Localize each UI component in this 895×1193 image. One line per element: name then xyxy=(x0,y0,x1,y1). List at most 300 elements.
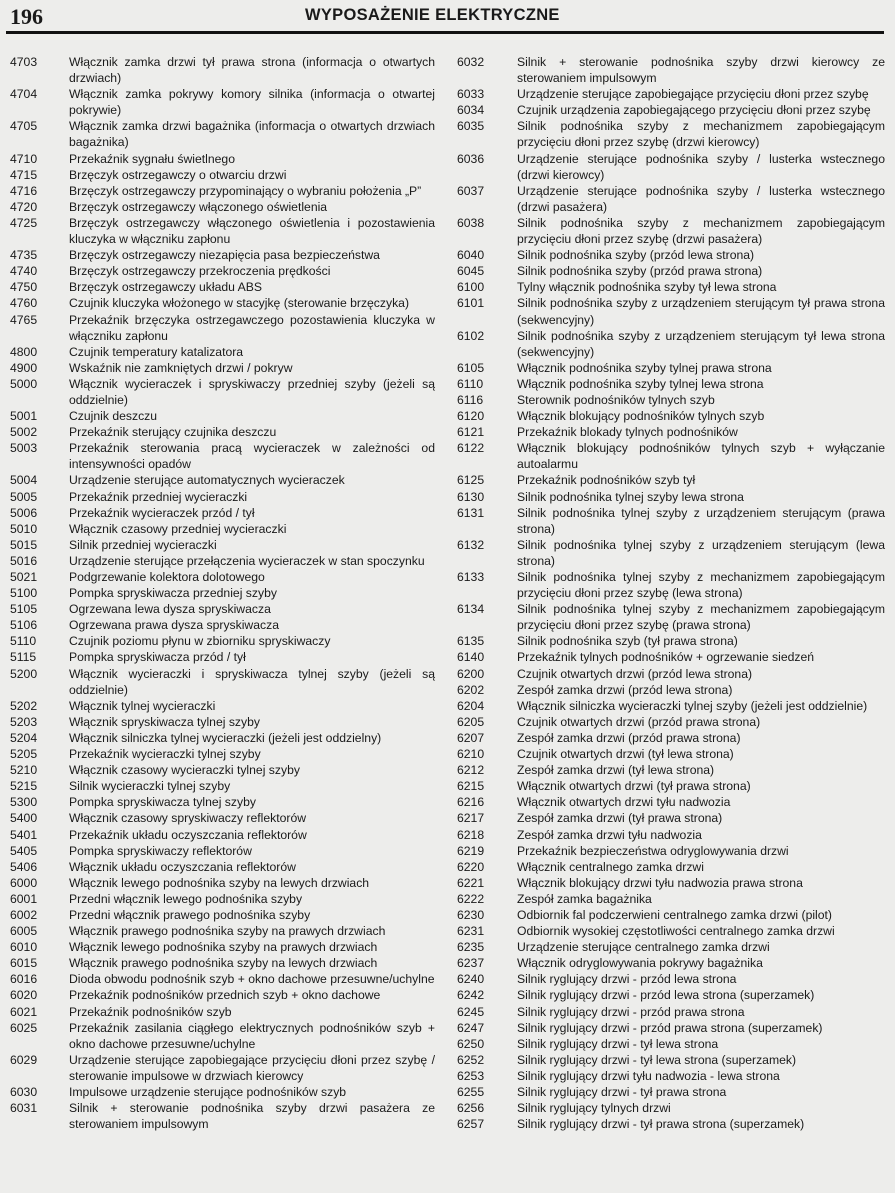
component-description: Włącznik czasowy wycieraczki tylnej szyby xyxy=(69,763,300,778)
component-description: Włącznik zamka drzwi bagażnika (informacja o otwartych drzwiach bagażnika) xyxy=(69,119,435,150)
component-code: 6215 xyxy=(457,779,485,794)
component-entry xyxy=(10,489,435,505)
component-entry xyxy=(10,907,435,923)
component-code: 6020 xyxy=(10,988,38,1003)
component-description: Przekaźnik wycieraczki tylnej szyby xyxy=(69,747,261,762)
component-description: Czujnik deszczu xyxy=(69,409,158,424)
component-description: Silnik + sterowanie podnośnika szyby drzwi kierowcy ze sterowaniem impulsowym xyxy=(517,55,885,86)
component-code: 6132 xyxy=(457,537,485,552)
component-code: 6038 xyxy=(457,215,485,230)
component-code: 6207 xyxy=(457,730,485,745)
component-entry xyxy=(457,1004,885,1020)
component-entry xyxy=(10,827,435,843)
component-description: Silnik podnośnika tylnej szyby lewa strona xyxy=(517,489,744,504)
component-description: Silnik + sterowanie podnośnika szyby drzwi pasażera ze sterowaniem impulsowym xyxy=(69,1101,435,1132)
right-column xyxy=(457,54,885,1132)
component-code: 5001 xyxy=(10,409,38,424)
component-entry xyxy=(457,843,885,859)
component-code: 6134 xyxy=(457,602,485,617)
component-entry xyxy=(10,1052,435,1084)
component-description: Włącznik silniczka wycieraczki tylnej szyby (jeżeli jest oddzielnie) xyxy=(517,698,868,713)
component-code: 6200 xyxy=(457,666,485,681)
component-entry xyxy=(457,360,885,376)
component-entry xyxy=(10,714,435,730)
component-entry xyxy=(457,1052,885,1068)
component-code: 5110 xyxy=(10,634,37,649)
component-code: 6250 xyxy=(457,1036,485,1051)
component-description: Pompka spryskiwacza przedniej szyby xyxy=(69,586,277,601)
component-code: 6035 xyxy=(457,119,485,134)
component-description: Włącznik układu oczyszczania reflektorów xyxy=(69,859,296,874)
component-description: Włącznik tylnej wycieraczki xyxy=(69,698,216,713)
component-description: Przedni włącznik prawego podnośnika szyby xyxy=(69,907,311,922)
component-description: Silnik ryglujący drzwi tyłu nadwozia - lewa strona xyxy=(517,1068,780,1083)
component-description: Wskaźnik nie zamkniętych drzwi / pokryw xyxy=(69,360,293,375)
component-code: 5204 xyxy=(10,730,38,745)
component-code: 6125 xyxy=(457,473,485,488)
component-description: Ogrzewana prawa dysza spryskiwacza xyxy=(69,618,279,633)
component-description: Przekaźnik sterujący czujnika deszczu xyxy=(69,425,277,440)
component-description: Włącznik centralnego zamka drzwi xyxy=(517,859,704,874)
component-description: Przekaźnik wycieraczek przód / tył xyxy=(69,505,255,520)
component-entry xyxy=(457,859,885,875)
component-entry xyxy=(457,295,885,327)
component-entry xyxy=(10,601,435,617)
component-description: Przekaźnik tylnych podnośników + ogrzewanie siedzeń xyxy=(517,650,815,665)
component-code: 6242 xyxy=(457,988,485,1003)
component-entry xyxy=(10,472,435,488)
component-entry xyxy=(457,1036,885,1052)
component-code: 6030 xyxy=(10,1085,38,1099)
component-entry xyxy=(457,955,885,971)
component-entry xyxy=(10,762,435,778)
component-code: 6240 xyxy=(457,972,485,987)
component-code: 6204 xyxy=(457,698,485,713)
component-code: 6219 xyxy=(457,843,485,858)
component-entry xyxy=(10,295,435,311)
component-code: 6130 xyxy=(457,489,485,504)
component-description: Urządzenie sterujące podnośnika szyby / lusterka wstecznego (drzwi kierowcy) xyxy=(517,151,885,182)
component-entry xyxy=(10,183,435,199)
component-description: Silnik podnośnika szyby z urządzeniem sterującym tył prawa strona (sekwencyjny) xyxy=(517,296,885,327)
component-description: Czujnik otwartych drzwi (przód prawa strona) xyxy=(517,714,761,729)
component-entry xyxy=(10,263,435,279)
component-code: 5005 xyxy=(10,489,38,504)
component-entry xyxy=(457,730,885,746)
component-description: Przekaźnik bezpieczeństwa odryglowywania drzwi xyxy=(517,843,789,858)
component-code: 6131 xyxy=(457,505,485,520)
component-entry xyxy=(10,746,435,762)
component-description: Włącznik odryglowywania pokrywy bagażnika xyxy=(517,956,763,971)
component-code: 6252 xyxy=(457,1052,485,1067)
component-description: Silnik ryglujący drzwi - tył prawa strona (superzamek) xyxy=(517,1117,805,1132)
component-code: 5010 xyxy=(10,521,38,536)
component-entry xyxy=(10,666,435,698)
component-description: Przekaźnik sygnału świetlnego xyxy=(69,151,235,166)
component-description: Silnik podnośnika szyb (tył prawa strona) xyxy=(517,634,738,649)
component-code: 4900 xyxy=(10,360,38,375)
component-entry xyxy=(10,794,435,810)
component-description: Urządzenie sterujące centralnego zamka drzwi xyxy=(517,940,770,955)
component-code: 6222 xyxy=(457,891,485,906)
component-code: 5406 xyxy=(10,859,38,874)
component-entry xyxy=(457,151,885,183)
component-entry xyxy=(457,537,885,569)
component-entry xyxy=(10,1020,435,1052)
component-description: Silnik podnośnika szyby (przód lewa strona) xyxy=(517,248,755,263)
component-code: 5002 xyxy=(10,425,38,440)
component-description: Silnik ryglujący drzwi - tył lewa strona xyxy=(517,1036,719,1051)
component-code: 6010 xyxy=(10,940,38,955)
component-code: 6120 xyxy=(457,409,485,424)
component-description: Przekaźnik brzęczyka ostrzegawczego pozostawienia kluczyka w włączniku zapłonu xyxy=(69,312,435,343)
component-entry xyxy=(457,633,885,649)
component-code: 5105 xyxy=(10,602,38,617)
component-entry xyxy=(457,794,885,810)
component-code: 6000 xyxy=(10,875,38,890)
component-code: 6116 xyxy=(457,392,484,407)
component-code: 6216 xyxy=(457,795,485,810)
component-description: Włącznik podnośnika szyby tylnej lewa strona xyxy=(517,376,764,391)
component-code: 6220 xyxy=(457,859,485,874)
component-entry xyxy=(10,939,435,955)
component-entry xyxy=(457,215,885,247)
component-description: Dioda obwodu podnośnik szyb + okno dachowe przesuwne/uchylne xyxy=(69,972,435,987)
component-description: Włącznik blokujący podnośników tylnych szyb xyxy=(517,409,765,424)
component-description: Odbiornik fal podczerwieni centralnego zamka drzwi (pilot) xyxy=(517,907,832,922)
component-code: 6102 xyxy=(457,328,485,343)
component-entry xyxy=(457,891,885,907)
component-description: Urządzenie sterujące zapobiegające przycięciu dłoni przez szybę xyxy=(517,87,869,102)
component-code: 6121 xyxy=(457,425,485,440)
component-code: 5100 xyxy=(10,586,38,601)
component-entry xyxy=(457,328,885,360)
component-description: Silnik podnośnika szyby z mechanizmem zapobiegającym przycięciu dłoni przez szybę (drzwi pasażera) xyxy=(517,215,885,247)
component-code: 6110 xyxy=(457,376,484,391)
component-entry xyxy=(10,843,435,859)
component-entry xyxy=(10,376,435,408)
component-description: Przekaźnik układu oczyszczania reflektorów xyxy=(69,827,307,842)
component-entry xyxy=(457,875,885,891)
component-description: Włącznik wycieraczek i spryskiwaczy przedniej szyby (jeżeli są oddzielnie) xyxy=(69,376,435,407)
component-code: 6037 xyxy=(457,183,485,198)
component-entry xyxy=(457,939,885,955)
component-code: 4704 xyxy=(10,87,38,102)
component-entry xyxy=(10,971,435,987)
component-description: Zespół zamka drzwi (tył lewa strona) xyxy=(517,763,715,778)
component-description: Zespół zamka drzwi (przód prawa strona) xyxy=(517,730,741,745)
component-entry xyxy=(10,537,435,553)
component-entry xyxy=(457,1100,885,1116)
component-description: Silnik przedniej wycieraczki xyxy=(69,537,217,552)
component-description: Silnik ryglujący drzwi - przód prawa strona (superzamek) xyxy=(517,1020,823,1035)
component-description: Sterownik podnośników tylnych szyb xyxy=(517,392,715,407)
component-description: Włącznik otwartych drzwi (tył prawa strona) xyxy=(517,779,751,794)
component-code: 6255 xyxy=(457,1085,485,1099)
component-description: Czujnik otwartych drzwi (tył lewa strona) xyxy=(517,747,734,762)
component-entry xyxy=(10,633,435,649)
component-description: Tylny włącznik podnośnika szyby tył lewa strona xyxy=(517,280,777,295)
component-entry xyxy=(457,279,885,295)
component-code: 6005 xyxy=(10,924,38,939)
component-code: 5401 xyxy=(10,827,38,842)
component-code: 6036 xyxy=(457,151,485,166)
component-description: Czujnik urządzenia zapobiegającego przycięciu dłoni przez szybę xyxy=(517,103,871,118)
component-code: 6029 xyxy=(10,1052,38,1067)
component-description: Silnik ryglujący drzwi - przód lewa strona (superzamek) xyxy=(517,988,815,1003)
component-entry xyxy=(10,1084,435,1100)
component-code: 5021 xyxy=(10,570,38,584)
component-description: Przekaźnik blokady tylnych podnośników xyxy=(517,425,738,440)
component-description: Silnik podnośnika tylnej szyby z mechanizmem zapobiegającym przycięciu dłoni przez szybę (prawa strona) xyxy=(517,602,885,633)
component-entry xyxy=(10,199,435,215)
component-entry xyxy=(457,601,885,633)
component-entry xyxy=(10,875,435,891)
component-code: 4750 xyxy=(10,280,38,295)
component-description: Zespół zamka drzwi (tył prawa strona) xyxy=(517,811,723,826)
component-entry xyxy=(457,971,885,987)
component-code: 6032 xyxy=(457,55,485,69)
component-description: Włącznik spryskiwacza tylnej szyby xyxy=(69,714,260,729)
component-description: Przedni włącznik lewego podnośnika szyby xyxy=(69,891,303,906)
component-entry xyxy=(457,746,885,762)
component-entry xyxy=(457,907,885,923)
component-entry xyxy=(457,392,885,408)
component-code: 5300 xyxy=(10,795,38,810)
component-entry xyxy=(10,118,435,150)
component-description: Urządzenie sterujące przełączenia wycieraczek w stan spoczynku xyxy=(69,553,425,568)
component-description: Silnik ryglujący drzwi - przód lewa strona xyxy=(517,972,737,987)
page-header xyxy=(0,0,895,40)
component-description: Silnik podnośnika szyby z mechanizmem zapobiegającym przycięciu dłoni przez szybę (drzwi kierowcy) xyxy=(517,119,885,150)
component-code: 5202 xyxy=(10,698,38,713)
component-entry xyxy=(10,151,435,167)
component-code: 4703 xyxy=(10,55,38,69)
component-code: 6218 xyxy=(457,827,485,842)
component-code: 6135 xyxy=(457,634,485,649)
component-code: 4740 xyxy=(10,264,38,279)
component-description: Urządzenie sterujące podnośnika szyby / lusterka wstecznego (drzwi pasażera) xyxy=(517,183,885,214)
component-description: Silnik ryglujący drzwi - przód prawa strona xyxy=(517,1004,745,1019)
header-rule xyxy=(6,31,884,34)
component-entry xyxy=(10,955,435,971)
component-code: 6001 xyxy=(10,891,38,906)
component-code: 5015 xyxy=(10,537,38,552)
component-code: 4735 xyxy=(10,248,38,263)
component-description: Zespół zamka drzwi tyłu nadwozia xyxy=(517,827,702,842)
component-code: 4715 xyxy=(10,167,38,182)
component-entry xyxy=(457,762,885,778)
component-entry xyxy=(457,827,885,843)
component-description: Przekaźnik podnośników przednich szyb + okno dachowe xyxy=(69,988,381,1003)
component-entry xyxy=(10,360,435,376)
component-entry xyxy=(457,649,885,665)
component-code: 4765 xyxy=(10,312,38,327)
component-entry xyxy=(10,167,435,183)
component-code: 6002 xyxy=(10,907,38,922)
component-entry xyxy=(10,649,435,665)
component-entry xyxy=(10,569,435,585)
component-entry xyxy=(10,923,435,939)
component-entry xyxy=(457,376,885,392)
component-description: Włącznik otwartych drzwi tyłu nadwozia xyxy=(517,795,731,810)
component-entry xyxy=(10,215,435,247)
component-entry xyxy=(457,1020,885,1036)
component-entry xyxy=(457,505,885,537)
component-description: Brzęczyk ostrzegawczy niezapięcia pasa bezpieczeństwa xyxy=(69,248,380,263)
component-code: 4725 xyxy=(10,215,38,230)
component-description: Włącznik prawego podnośnika szyby na lewych drzwiach xyxy=(69,956,378,971)
component-code: 6034 xyxy=(457,103,485,118)
component-code: 6045 xyxy=(457,264,485,279)
component-entry xyxy=(457,424,885,440)
component-code: 5006 xyxy=(10,505,38,520)
component-code: 5106 xyxy=(10,618,38,633)
component-entry xyxy=(457,247,885,263)
component-code: 6025 xyxy=(10,1020,38,1035)
component-code: 5400 xyxy=(10,811,38,826)
component-entry xyxy=(457,86,885,102)
component-code: 6235 xyxy=(457,940,485,955)
component-code: 6205 xyxy=(457,714,485,729)
component-entry xyxy=(10,730,435,746)
component-description: Włącznik prawego podnośnika szyby na prawych drzwiach xyxy=(69,924,386,939)
component-entry xyxy=(457,778,885,794)
component-description: Brzęczyk ostrzegawczy układu ABS xyxy=(69,280,263,295)
component-description: Czujnik otwartych drzwi (przód lewa strona) xyxy=(517,666,753,681)
component-entry xyxy=(457,54,885,86)
component-entry xyxy=(10,859,435,875)
component-description: Urządzenie sterujące automatycznych wycieraczek xyxy=(69,473,345,488)
component-description: Włącznik lewego podnośnika szyby na prawych drzwiach xyxy=(69,940,378,955)
component-code: 6100 xyxy=(457,280,485,295)
component-entry xyxy=(10,312,435,344)
component-entry xyxy=(457,1084,885,1100)
component-code: 5200 xyxy=(10,666,38,681)
component-code: 5210 xyxy=(10,763,38,778)
component-code: 5003 xyxy=(10,441,38,456)
component-code: 5203 xyxy=(10,714,38,729)
component-description: Włącznik czasowy przedniej wycieraczki xyxy=(69,521,287,536)
component-description: Włącznik blokujący drzwi tyłu nadwozia prawa strona xyxy=(517,875,803,890)
component-entry xyxy=(457,472,885,488)
component-entry xyxy=(457,682,885,698)
component-entry xyxy=(457,408,885,424)
component-code: 6221 xyxy=(457,875,485,890)
component-entry xyxy=(10,408,435,424)
component-description: Przekaźnik podnośników szyb xyxy=(69,1004,232,1019)
component-description: Ogrzewana lewa dysza spryskiwacza xyxy=(69,602,271,617)
page-title: WYPOSAŻENIE ELEKTRYCZNE xyxy=(305,6,560,24)
component-entry xyxy=(10,987,435,1003)
component-entry xyxy=(10,891,435,907)
component-description: Brzęczyk ostrzegawczy włączonego oświetlenia xyxy=(69,199,328,214)
component-code: 6245 xyxy=(457,1004,485,1019)
component-description: Brzęczyk ostrzegawczy o otwarciu drzwi xyxy=(69,167,287,182)
component-entry xyxy=(10,279,435,295)
component-description: Przekaźnik zasilania ciągłego elektrycznych podnośników szyb + okno dachowe przesuwne/uchylne xyxy=(69,1020,435,1051)
component-description: Włącznik podnośnika szyby tylnej prawa strona xyxy=(517,360,772,375)
component-entry xyxy=(10,440,435,472)
component-description: Brzęczyk ostrzegawczy przekroczenia prędkości xyxy=(69,264,331,279)
page-number: 196 xyxy=(10,4,43,29)
component-description: Czujnik kluczyka włożonego w stacyjkę (sterowanie brzęczyka) xyxy=(69,296,410,311)
component-description: Włącznik lewego podnośnika szyby na lewych drzwiach xyxy=(69,875,370,890)
component-code: 6202 xyxy=(457,682,485,697)
component-entry xyxy=(457,1068,885,1084)
component-description: Impulsowe urządzenie sterujące podnośników szyb xyxy=(69,1085,347,1099)
component-code: 6257 xyxy=(457,1117,485,1132)
component-code: 6230 xyxy=(457,907,485,922)
component-code: 5000 xyxy=(10,376,38,391)
component-code: 6237 xyxy=(457,956,485,971)
component-description: Urządzenie sterujące zapobiegające przycięciu dłoni przez szybę / sterowanie impulsowe w drzwiach kierowcy xyxy=(69,1052,435,1083)
component-entry xyxy=(10,344,435,360)
component-entry xyxy=(457,440,885,472)
component-description: Silnik ryglujący drzwi - tył prawa strona xyxy=(517,1085,727,1099)
component-code: 4720 xyxy=(10,199,38,214)
component-code: 6021 xyxy=(10,1004,38,1019)
component-description: Silnik podnośnika tylnej szyby z urządzeniem sterującym (prawa strona) xyxy=(517,505,885,536)
component-code: 6040 xyxy=(457,248,485,263)
component-code: 4710 xyxy=(10,151,38,166)
component-entry xyxy=(10,521,435,537)
component-code: 6256 xyxy=(457,1101,485,1116)
component-code: 6253 xyxy=(457,1068,485,1083)
component-entry xyxy=(10,86,435,118)
component-code: 6247 xyxy=(457,1020,485,1035)
component-entry xyxy=(457,810,885,826)
component-entry xyxy=(10,810,435,826)
component-entry xyxy=(10,617,435,633)
component-description: Zespół zamka bagażnika xyxy=(517,891,652,906)
component-entry xyxy=(457,987,885,1003)
component-entry xyxy=(457,1116,885,1132)
component-description: Włącznik zamka drzwi tył prawa strona (informacja o otwartych drzwiach) xyxy=(69,55,435,86)
component-description: Pompka spryskiwaczy reflektorów xyxy=(69,843,252,858)
component-code: 6016 xyxy=(10,972,38,987)
component-description: Pompka spryskiwacza przód / tył xyxy=(69,650,246,665)
component-description: Odbiornik wysokiej częstotliwości centralnego zamka drzwi xyxy=(517,924,835,939)
component-code: 4705 xyxy=(10,119,38,134)
component-entry xyxy=(457,118,885,150)
component-code: 5115 xyxy=(10,650,37,665)
component-entry xyxy=(10,1004,435,1020)
component-code: 5205 xyxy=(10,747,38,762)
component-description: Silnik podnośnika szyby z urządzeniem sterującym tył lewa strona (sekwencyjny) xyxy=(517,328,885,359)
component-entry xyxy=(10,585,435,601)
component-entry xyxy=(10,247,435,263)
component-description: Włącznik wycieraczki i spryskiwacza tylnej szyby (jeżeli są oddzielnie) xyxy=(69,666,435,697)
component-description: Silnik podnośnika tylnej szyby z urządzeniem sterującym (lewa strona) xyxy=(517,537,885,568)
left-column xyxy=(10,54,435,1132)
component-description: Zespół zamka drzwi (przód lewa strona) xyxy=(517,682,733,697)
component-code: 4716 xyxy=(10,183,38,198)
component-code: 6210 xyxy=(457,747,485,762)
component-entry xyxy=(10,553,435,569)
component-code: 5004 xyxy=(10,473,38,488)
component-entry xyxy=(10,424,435,440)
component-description: Przekaźnik sterowania pracą wycieraczek w zależności od intensywności opadów xyxy=(69,441,435,472)
component-code: 6140 xyxy=(457,650,485,665)
component-entry xyxy=(457,698,885,714)
component-description: Czujnik temperatury katalizatora xyxy=(69,344,244,359)
component-code: 5405 xyxy=(10,843,38,858)
component-code: 4760 xyxy=(10,296,38,311)
component-entry xyxy=(457,569,885,601)
component-description: Silnik ryglujący tylnych drzwi xyxy=(517,1101,671,1116)
component-description: Włącznik czasowy spryskiwaczy reflektorów xyxy=(69,811,307,826)
